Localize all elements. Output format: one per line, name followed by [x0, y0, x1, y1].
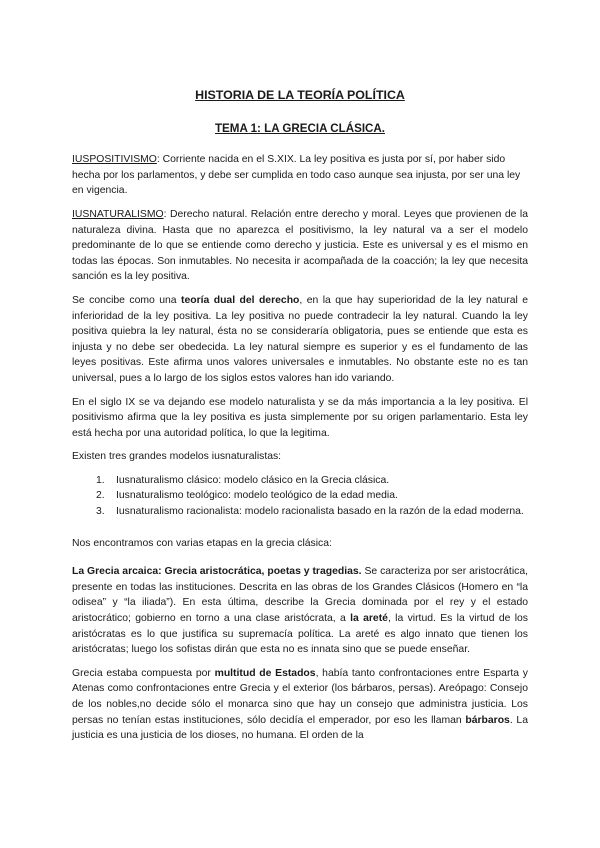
paragraph-modelos-intro: Existen tres grandes modelos iusnaturalistas: [72, 451, 282, 463]
list-item-number: 3. [96, 506, 105, 518]
grecia-arcaica-text-after: , la virtud. Es la virtud de los aristócratas es lo que justifica su supremacía política. La areté es algo innato que tienen los aristócratas; luego los sofistas dirán que esta no es innata sino que se puede enseñar. [72, 613, 528, 656]
multitud-middle: , había tanto confrontaciones entre Esparta y Atenas como confrontaciones entre Grecia y el exterior (los bárbaros, persas). Areópago: Consejo de los nobles,no decide sólo el monarca sino que hay un consejo que administra justicia. Los persas no tenían estas instituciones, sólo decidía el emperador, por eso les llaman [72, 667, 528, 726]
list-item [96, 488, 528, 504]
teoria-dual-after: , en la que hay superioridad de la ley natural e inferioridad de la ley positiva. La ley positiva no puede contradecir la ley natural. Cuando la ley positiva quiebra la ley natural, ésta no se consideraría obligatoria, pues se entiende que esta es injusta y no debe ser obedecida. La ley natural siempre es superior y es el fundamento de las leyes positivas. Este afirma unos valores universales e inmutables. No obstante este no es tan universal, pues a lo largo de los siglos estos valores han ido variando. [72, 294, 528, 384]
arete-bold: la areté [350, 613, 388, 625]
paragraph-teoria-dual [72, 293, 528, 387]
paragraph-multitud-estados [72, 666, 528, 744]
grecia-arcaica-text-before: Se caracteriza por ser aristocrática, presente en todas las instituciones. Descrita en las obras de los Grandes Clásicos (Homero en “la odisea” y “la iliada”). En esta última, describe la Grecia dominada por el rey y el estado aristocrático; gobierno en torno a una clase aristócrata, a [72, 566, 528, 625]
iuspositivismo-definition: : Corriente nacida en el S.XIX. La ley positiva es justa por sí, por haber sido hecha por los parlamentos, y debe ser cumplida en todo caso aunque sea injusta, por ser una ley en vigencia. [72, 154, 521, 197]
paragraph-etapas-intro: Nos encontramos con varias etapas en la grecia clásica: [72, 537, 332, 549]
teoria-dual-bold: teoría dual del derecho [181, 294, 300, 306]
list-item-number: 1. [96, 474, 105, 486]
grecia-arcaica-heading: La Grecia arcaica: Grecia aristocrática, poetas y tragedias. [72, 566, 362, 578]
document-title: HISTORIA DE LA TEORÍA POLÍTICA [195, 88, 405, 102]
multitud-before: Grecia estaba compuesta por [72, 667, 215, 679]
list-item-text: Iusnaturalismo teológico: modelo teológico de la edad media. [116, 490, 398, 502]
multitud-bold: multitud de Estados [214, 667, 316, 679]
paragraph-iuspositivismo [72, 152, 528, 199]
document-subtitle: TEMA 1: LA GRECIA CLÁSICA. [214, 121, 386, 135]
paragraph-iusnaturalismo [72, 207, 528, 285]
barbaros-bold: bárbaros [465, 714, 510, 726]
multitud-after: . La justicia es una justicia de los dioses, no humana. El orden de la [72, 714, 528, 742]
list-item [96, 504, 528, 520]
list-item-text: Iusnaturalismo racionalista: modelo racionalista basado en la razón de la edad moderna. [116, 506, 524, 518]
list-item [96, 473, 528, 489]
list-item-number: 2. [96, 490, 105, 502]
list-item-text: Iusnaturalismo clásico: modelo clásico en la Grecia clásica. [116, 474, 390, 486]
term-iuspositivismo: IUSPOSITIVISMO [72, 154, 157, 166]
teoria-dual-before: Se concibe como una [72, 294, 181, 306]
term-iusnaturalismo: IUSNATURALISMO [72, 208, 164, 220]
document-page [72, 88, 528, 752]
iusnaturalismo-definition: : Derecho natural. Relación entre derecho y moral. Leyes que provienen de la naturaleza divina. Hasta que no aparezca el positivismo, la ley natural va a ser el modelo predominante de lo que se entiende como derecho y justicia. Este es universal y es el mismo en todas las épocas. Son inmutables. No necesita ir acompañada de la coacción; la ley que necesita sanción es la ley positiva. [72, 208, 528, 283]
paragraph-siglo-ix: En el siglo IX se va dejando ese modelo naturalista y se da más importancia a la ley positiva. El positivismo afirma que la ley positiva es justa simplemente por su origen parlamentario. Esta ley está hecha por una autoridad política, lo que la legitima. [72, 396, 528, 439]
paragraph-grecia-arcaica [72, 564, 528, 658]
models-list [72, 473, 528, 520]
